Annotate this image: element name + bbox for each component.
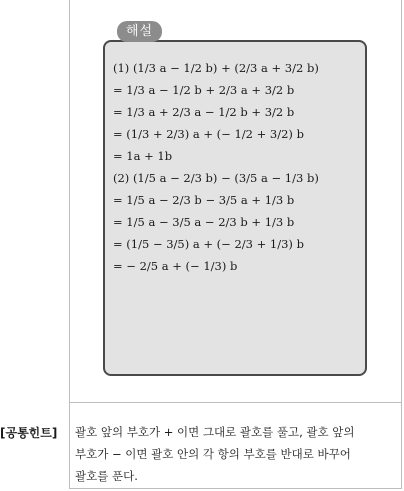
hint-line: 괄호 앞의 부호가 + 이면 그대로 괄호를 풀고, 괄호 앞의	[75, 425, 355, 439]
solution-line: = − 2/5 a + (− 1/3) b	[113, 259, 238, 273]
divider	[69, 402, 402, 403]
hint-line: 부호가 − 이면 괄호 안의 각 항의 부호를 반대로 바꾸어	[75, 447, 351, 461]
hint-label: [공통힌트]	[0, 426, 58, 440]
hint-line: 괄호를 푼다.	[75, 469, 138, 483]
solution-line: (1) (1/3 a − 1/2 b) + (2/3 a + 3/2 b)	[113, 61, 319, 75]
hint-text	[75, 421, 400, 487]
solution-line: = 1/3 a − 1/2 b + 2/3 a + 3/2 b	[113, 83, 295, 97]
solution-steps	[113, 57, 363, 277]
solution-line: = 1/5 a − 3/5 a − 2/3 b + 1/3 b	[113, 215, 295, 229]
solution-line: (2) (1/5 a − 2/3 b) − (3/5 a − 1/3 b)	[113, 171, 319, 185]
solution-line: = 1a + 1b	[113, 149, 173, 163]
solution-line: = (1/5 − 3/5) a + (− 2/3 + 1/3) b	[113, 237, 304, 251]
solution-line: = 1/5 a − 2/3 b − 3/5 a + 1/3 b	[113, 193, 295, 207]
solution-line: = 1/3 a + 2/3 a − 1/2 b + 3/2 b	[113, 105, 295, 119]
solution-line: = (1/3 + 2/3) a + (− 1/2 + 3/2) b	[113, 127, 304, 141]
explanation-tag: 해설	[117, 21, 162, 42]
